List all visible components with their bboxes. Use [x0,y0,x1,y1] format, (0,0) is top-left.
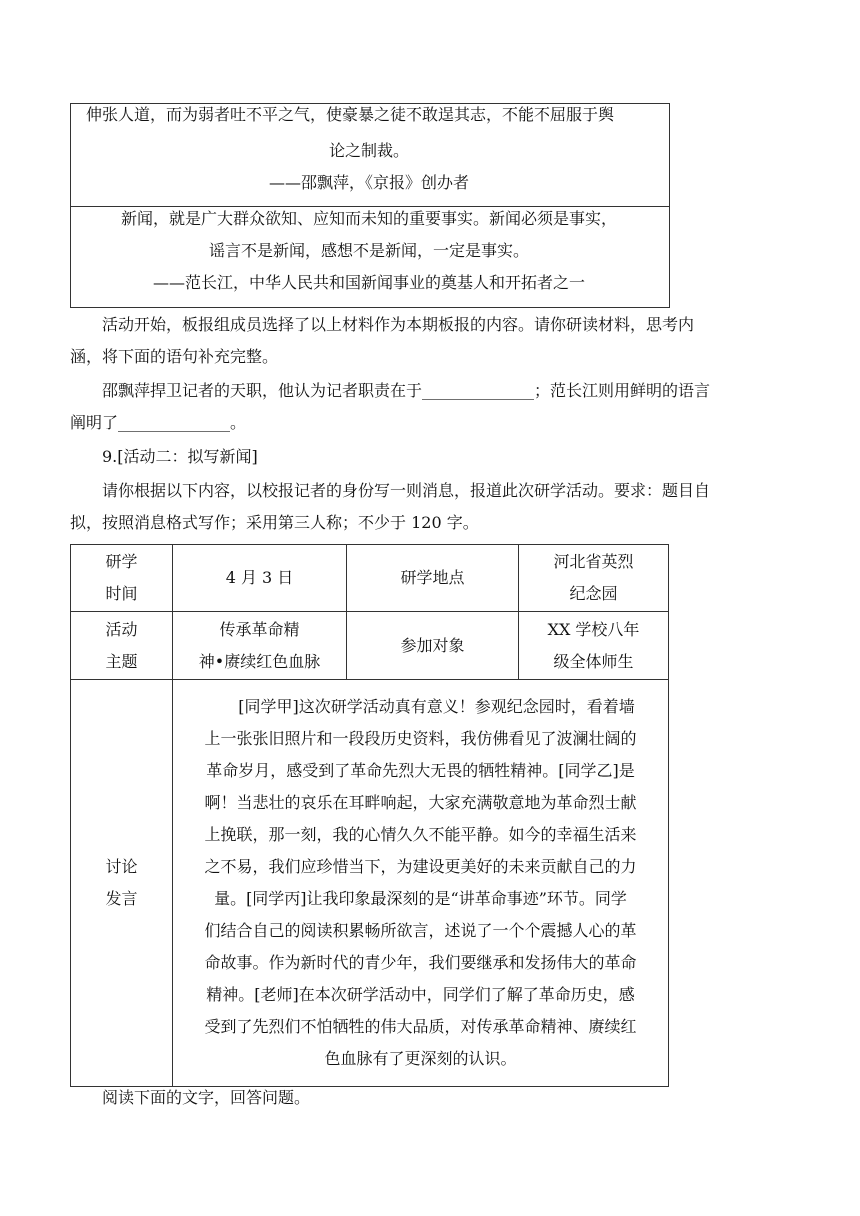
quote2-line1: 新闻，就是广大群众欲知、应知而未知的重要事实。新闻必须是事实， [120,209,617,228]
quote1-attribution: ——邵飘萍，《京报》创办者 [268,173,469,192]
label-location: 研学地点 [347,545,519,612]
intro-line1: 活动开始，板报组成员选择了以上材料作为本期板报的内容。请你研读材料，思考内 [102,315,695,334]
quote-divider [71,206,669,207]
question9-line1: 请你根据以下内容，以校报记者的身份写一则消息，报道此次研学活动。要求：题目自 [102,481,711,500]
quote1-line1: 伸张人道，而为弱者吐不平之气，使豪暴之徒不敢逞其志，不能不屈服于舆 [86,105,615,124]
fill-blank-line1: 邵飘萍捍卫记者的天职，他认为记者职责在于______________；范长江则用鲜明的语言 [102,381,711,400]
question9-line2: 拟，按照消息格式写作；采用第三人称；不少于 120 字。 [70,513,479,532]
table-row-theme [71,612,669,680]
label-participants: 参加对象 [347,612,519,680]
activity-table [70,544,669,1087]
intro-line2: 涵，将下面的语句补充完整。 [70,347,279,366]
value-participants: XX 学校八年 级全体师生 [519,612,669,680]
label-time: 研学 时间 [71,545,173,612]
table-row-discussion [71,680,669,1087]
footer-instruction: 阅读下面的文字，回答问题。 [102,1088,311,1107]
table-row-time [71,545,669,612]
label-theme: 活动 主题 [71,612,173,680]
value-theme: 传承革命精 神•赓续红色血脉 [173,612,347,680]
discussion-text: [同学甲]这次研学活动真有意义！参观纪念园时，看着墙 上一张张旧照片和一段段历史资料，我仿佛看见了波澜壮阔的 革命岁月，感受到了革命先烈大无畏的牺牲精神。[同学乙]是 啊！当悲壮的哀乐在耳畔响起，大家充满敬意地为革命烈士献 上挽联，那一刻，我的心情久久不能平静。如今的幸福生活来 之不易，我们应珍惜当下，为建设更美好的未来贡献自己的力 量。[同学丙]让我印象最深刻的是“讲革命事迹”环节。同学 们结合自己的阅读积累畅所欲言，述说了一个个震撼人心的革 命故事。作为新时代的青少年，我们要继承和发扬伟大的革命 精神。[老师]在本次研学活动中，同学们了解了革命历史，感 受到了先烈们不怕牺牲的伟大品质，对传承革命精神、赓续红 色血脉有了更深刻的认识。 [173,680,669,1087]
value-date: 4 月 3 日 [173,545,347,612]
value-location: 河北省英烈 纪念园 [519,545,669,612]
fill-blank-line2: 阐明了______________。 [70,413,247,432]
question9-heading: 9.[活动二：拟写新闻] [102,447,258,466]
quote2-line2: 谣言不是新闻，感想不是新闻，一定是事实。 [208,241,529,260]
quote1-line2: 论之制裁。 [328,141,409,160]
label-discussion: 讨论 发言 [71,680,173,1087]
quote2-attribution: ——范长江，中华人民共和国新闻事业的奠基人和开拓者之一 [152,273,585,292]
